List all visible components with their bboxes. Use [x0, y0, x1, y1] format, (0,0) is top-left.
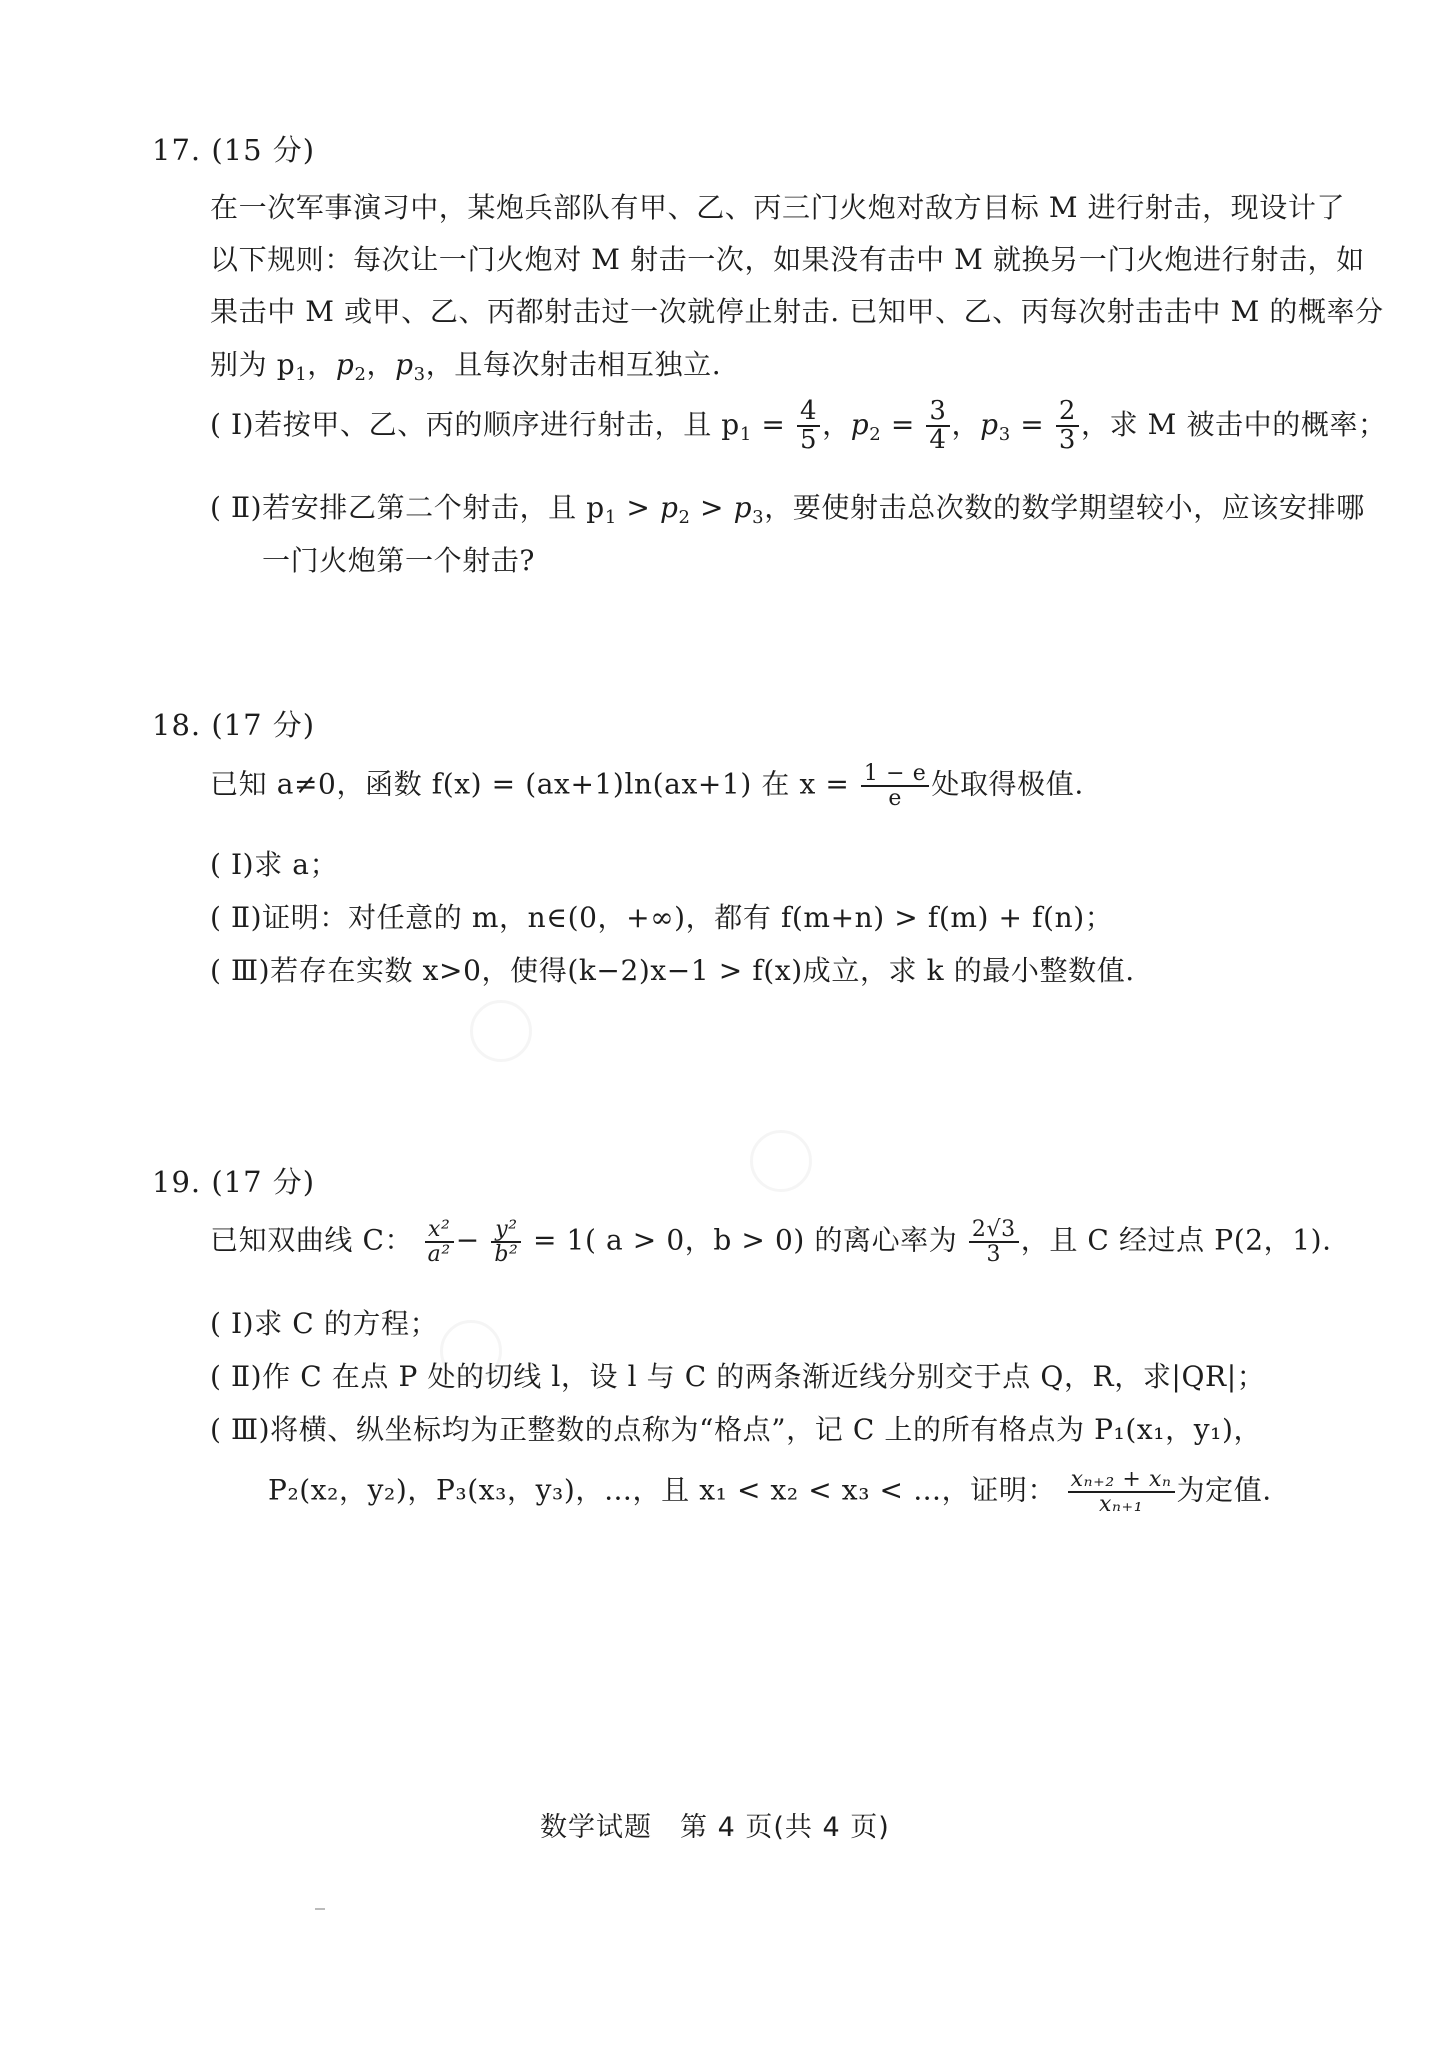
- fraction: $\frac{\text{y²}}{\text{b²}}$: [491, 1218, 521, 1266]
- fraction: $\frac{\text{x²}}{\text{a²}}$: [425, 1218, 454, 1266]
- fraction: $\frac{2}{3}$: [1056, 398, 1079, 455]
- q19-part-3-line-1: ( Ⅲ)将横、纵坐标均为正整数的点称为“格点”，记 C 上的所有格点为 P₁(x₁，y₁)，: [210, 1413, 1263, 1446]
- q17-part-2: ( Ⅱ)若安排乙第二个射击，且 $p_1 > p_2 > p_3$，要使射击总次数的数学期望较小，应该安排哪: [210, 491, 1365, 528]
- q17-paragraph-line-2: 以下规则：每次让一门火炮对 M 射击一次，如果没有击中 M 就换另一门火炮进行射击，如: [210, 243, 1365, 276]
- q17-number: 17. (15 分): [152, 133, 316, 167]
- scan-speck: [315, 1908, 325, 1910]
- fraction: $\frac{3}{4}$: [926, 398, 949, 455]
- fraction: $\frac{1 - e}{e}$: [861, 762, 929, 810]
- q19-part-1: ( Ⅰ)求 C 的方程；: [210, 1307, 439, 1340]
- q18-stem: 已知 a≠0，函数 f(x) = (ax+1)ln(ax+1) 在 x = $\frac{1 - e}{e}$ 处取得极值.: [210, 761, 1084, 812]
- q19-part-2: ( Ⅱ)作 C 在点 P 处的切线 l，设 l 与 C 的两条渐近线分别交于点 Q，R，求|QR|；: [210, 1360, 1266, 1393]
- q17-paragraph-line-3: 果击中 M 或甲、乙、丙都射击过一次就停止射击. 已知甲、乙、丙每次射击击中 M 的概率分: [210, 295, 1384, 328]
- watermark-mark: [750, 1130, 812, 1192]
- q18-number: 18. (17 分): [152, 708, 316, 742]
- fraction: $\frac{2√3}{3}$: [969, 1218, 1019, 1266]
- q19-part-3-line-2: P₂(x₂，y₂)，P₃(x₃，y₃)，…，且 x₁ < x₂ < x₃ < …，证明： $\frac{\text{xₙ₊₂ + xₙ}}{\text{xₙ₊₁}}$ 为定值.: [268, 1467, 1272, 1518]
- q17-paragraph-line-4: 别为 $p_1$，$p_2$，$p_3$，且每次射击相互独立.: [210, 348, 722, 385]
- fraction: $\frac{\text{xₙ₊₂ + xₙ}}{\text{xₙ₊₁}}$: [1068, 1468, 1175, 1516]
- page-footer: 数学试题 第 4 页(共 4 页): [540, 1812, 890, 1843]
- q17-paragraph-line-1: 在一次军事演习中，某炮兵部队有甲、乙、丙三门火炮对敌方目标 M 进行射击，现设计了: [210, 191, 1346, 224]
- q19-number: 19. (17 分): [152, 1165, 316, 1199]
- q17-part-2-line-2: 一门火炮第一个射击?: [262, 544, 536, 577]
- q19-stem: 已知双曲线 C： $\frac{\text{x²}}{\text{a²}}$ − $\frac{\text{y²}}{\text{b²}}$ = 1( a > 0，b > 0) 的离心率为 $\frac{2√3}{3}$ ，且 C 经过点 P(2，1).: [210, 1217, 1332, 1268]
- fraction: $\frac{4}{5}$: [797, 398, 820, 455]
- q18-part-2: ( Ⅱ)证明：对任意的 m，n∈(0，+∞)，都有 f(m+n) > f(m) + f(n)；: [210, 901, 1114, 934]
- q18-part-3: ( Ⅲ)若存在实数 x>0，使得(k−2)x−1 > f(x)成立，求 k 的最小整数值.: [210, 954, 1135, 987]
- q18-part-1: ( Ⅰ)求 a；: [210, 848, 339, 881]
- q17-part-1: ( Ⅰ)若按甲、乙、丙的顺序进行射击，且 $p_1$ = $\frac{4}{5}$ ，$p_2$ = $\frac{3}{4}$ ，$p_3$ = $\frac{2}{3}$ ，求 M 被击中的概率；: [210, 396, 1387, 456]
- watermark-mark: [470, 1000, 532, 1062]
